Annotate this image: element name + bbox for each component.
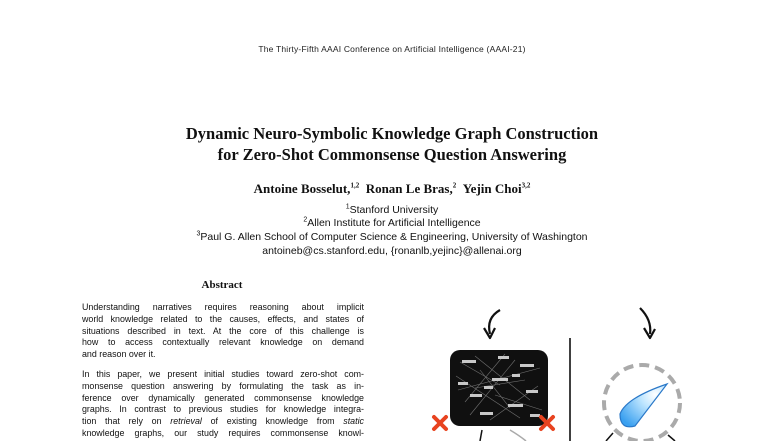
text-line: and reason over it. (82, 349, 156, 360)
affiliation-text: Allen Institute for Artificial Intelligence (307, 217, 481, 229)
abstract-heading: Abstract (201, 279, 243, 291)
affiliation-text: Stanford University (349, 204, 439, 216)
conference-header: The Thirty-Fifth AAAI Conference on Artificial Intelligence (AAAI-21) (258, 44, 526, 54)
affiliation (0, 204, 784, 217)
author-name: Ronan Le Bras, (365, 181, 453, 196)
affiliation (0, 217, 784, 230)
author-affiliation-marker: 2 (452, 181, 457, 190)
abstract-paragraph-2 (82, 369, 364, 440)
cross-icon (434, 417, 446, 429)
connector-line (510, 430, 526, 441)
affiliation-text: Paul G. Allen School of Computer Science & Engineering, University of Washington (200, 231, 588, 243)
figure-1 (380, 290, 784, 441)
dynamic-knowledge-generator (604, 365, 680, 441)
title-line-1: Dynamic Neuro-Symbolic Knowledge Graph Construction (185, 124, 599, 143)
text-line: In this paper, we present initial studies toward zero-shot com- (82, 369, 364, 379)
affiliation-marker: 1 (345, 203, 350, 211)
emphasis-retrieval: retrieval (170, 416, 202, 427)
text-line: tion that rely on retrieval of existing knowledge from static (82, 416, 364, 427)
affiliation-marker: 3 (196, 230, 201, 238)
abstract-paragraph-1 (82, 302, 364, 361)
text-line: ference over dynamically generated commonsense knowledge (82, 392, 364, 403)
author-emails: antoineb@cs.stanford.edu, {ronanlb,yejinc}@allenai.org (262, 245, 522, 257)
text-line: situations described in text. At the core of this challenge is (82, 325, 364, 336)
author-list (0, 181, 784, 197)
text-line: how to access contextually relevant knowledge on demand (82, 337, 364, 348)
emphasis-static: static (343, 416, 364, 427)
connector-line (480, 430, 482, 441)
author-name: Antoine Bosselut, (253, 181, 351, 196)
author-affiliation-marker: 3,2 (521, 181, 531, 190)
paper-title (0, 123, 784, 165)
text-line: Understanding narratives requires reasoning about implicit (82, 302, 364, 312)
text-line: monsense question answering by formulating the task as in- (82, 380, 364, 391)
affiliation-marker: 2 (303, 216, 308, 224)
affiliation (0, 231, 784, 244)
title-line-2: for Zero-Shot Commonsense Question Answering (217, 145, 567, 164)
static-knowledge-graph (450, 350, 548, 426)
author-affiliation-marker: 1,2 (350, 181, 360, 190)
text-line: knowledge graphs, our study requires commonsense knowl- (82, 427, 364, 438)
text-line: world knowledge related to the causes, effects, and states of (82, 313, 364, 324)
author-name: Yejin Choi (462, 181, 522, 196)
text-line: graphs. In contrast to previous studies for knowledge integra- (82, 404, 364, 415)
